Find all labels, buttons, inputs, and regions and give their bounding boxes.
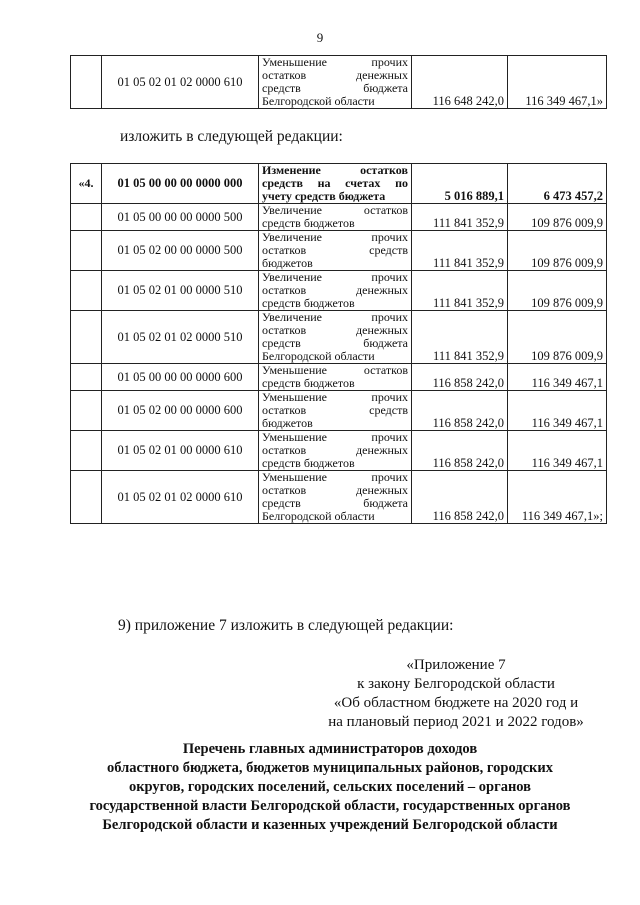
- value-2021: 116 349 467,1: [508, 431, 607, 471]
- description-line: остатков средств: [262, 243, 408, 257]
- heading-line: государственной власти Белгородской области, государственных органов: [89, 798, 571, 814]
- table-row: [71, 364, 607, 391]
- description-line: остатков средств: [262, 403, 408, 417]
- row-description: [259, 56, 412, 109]
- appendix-line: к закону Белгородской области: [357, 676, 555, 692]
- description-line: Белгородской области: [262, 509, 375, 523]
- description-line: средств на счетах по: [262, 176, 408, 190]
- budget-code: 01 05 02 01 00 0000 610: [102, 431, 259, 471]
- value-2020: 5 016 889,1: [412, 164, 508, 204]
- value-2021: 116 349 467,1»;: [508, 471, 607, 524]
- row-description: [259, 231, 412, 271]
- description-line: Увеличение остатков: [262, 203, 408, 217]
- table-row: [71, 391, 607, 431]
- value-2021: 6 473 457,2: [508, 164, 607, 204]
- value-2020: 116 858 242,0: [412, 364, 508, 391]
- row-number: [71, 431, 102, 471]
- appendix-line: «Приложение 7: [406, 657, 506, 673]
- description-line: бюджетов: [262, 416, 313, 430]
- description-line: Белгородской области: [262, 349, 375, 363]
- value-2020: 111 841 352,9: [412, 311, 508, 364]
- description-line: средств бюджетов: [262, 456, 355, 470]
- row-number: [71, 471, 102, 524]
- table-row: [71, 271, 607, 311]
- row-description: [259, 431, 412, 471]
- budget-code: 01 05 02 01 02 0000 610: [102, 56, 259, 109]
- value-2021: 116 349 467,1»: [508, 56, 607, 109]
- table-top: [70, 55, 607, 109]
- heading-line: Белгородской области и казенных учреждений Белгородской области: [102, 817, 558, 833]
- intro-text: изложить в следующей редакции:: [120, 128, 343, 145]
- row-number: [71, 204, 102, 231]
- row-number: [71, 311, 102, 364]
- row-number: «4.: [71, 164, 102, 204]
- value-2021: 109 876 009,9: [508, 231, 607, 271]
- item-9-text: 9) приложение 7 изложить в следующей редакции:: [118, 617, 454, 634]
- description-line: Белгородской области: [262, 94, 375, 108]
- value-2020: 116 858 242,0: [412, 471, 508, 524]
- description-line: Уменьшение прочих: [262, 470, 408, 484]
- description-line: остатков денежных: [262, 483, 408, 497]
- appendix-reference: [322, 656, 590, 732]
- description-line: средств бюджетов: [262, 376, 355, 390]
- description-line: остатков денежных: [262, 68, 408, 82]
- description-line: Изменение остатков: [262, 163, 408, 177]
- table-row: [71, 204, 607, 231]
- description-line: Уменьшение остатков: [262, 363, 408, 377]
- table-row: [71, 231, 607, 271]
- description-line: Уменьшение прочих: [262, 390, 408, 404]
- description-line: средств бюджетов: [262, 296, 355, 310]
- description-line: бюджетов: [262, 256, 313, 270]
- row-description: [259, 391, 412, 431]
- row-number: [71, 391, 102, 431]
- table-row: [71, 431, 607, 471]
- row-number: [71, 364, 102, 391]
- description-line: Увеличение прочих: [262, 310, 408, 324]
- page-number: 9: [316, 30, 324, 45]
- description-line: средств бюджета: [262, 336, 408, 350]
- row-number: [71, 56, 102, 109]
- description-line: средств бюджетов: [262, 216, 355, 230]
- description-line: средств бюджета: [262, 496, 408, 510]
- table-row: [71, 164, 607, 204]
- budget-code: 01 05 00 00 00 0000 600: [102, 364, 259, 391]
- heading-line: областного бюджета, бюджетов муниципальных районов, городских: [106, 760, 554, 776]
- row-number: [71, 231, 102, 271]
- table-row: [71, 56, 607, 109]
- description-line: средств бюджета: [262, 81, 408, 95]
- description-line: остатков денежных: [262, 443, 408, 457]
- appendix-line: на плановый период 2021 и 2022 годов»: [328, 714, 584, 730]
- row-number: [71, 271, 102, 311]
- budget-code: 01 05 02 01 02 0000 510: [102, 311, 259, 364]
- document-heading: [60, 740, 600, 835]
- budget-code: 01 05 02 00 00 0000 600: [102, 391, 259, 431]
- row-description: [259, 471, 412, 524]
- value-2021: 109 876 009,9: [508, 271, 607, 311]
- table-row: [71, 471, 607, 524]
- budget-code: 01 05 02 01 02 0000 610: [102, 471, 259, 524]
- value-2021: 109 876 009,9: [508, 311, 607, 364]
- value-2021: 109 876 009,9: [508, 204, 607, 231]
- value-2020: 111 841 352,9: [412, 204, 508, 231]
- description-line: Уменьшение прочих: [262, 55, 408, 69]
- table-row: [71, 311, 607, 364]
- table-main: [70, 163, 607, 524]
- budget-code: 01 05 02 01 00 0000 510: [102, 271, 259, 311]
- row-description: [259, 364, 412, 391]
- description-line: Уменьшение прочих: [262, 430, 408, 444]
- row-description: [259, 271, 412, 311]
- budget-code: 01 05 00 00 00 0000 500: [102, 204, 259, 231]
- value-2020: 111 841 352,9: [412, 231, 508, 271]
- row-description: [259, 204, 412, 231]
- value-2020: 116 858 242,0: [412, 391, 508, 431]
- description-line: учету средств бюджета: [262, 189, 386, 203]
- value-2021: 116 349 467,1: [508, 364, 607, 391]
- row-description: [259, 164, 412, 204]
- budget-code: 01 05 00 00 00 0000 000: [102, 164, 259, 204]
- heading-line: округов, городских поселений, сельских поселений – органов: [128, 779, 532, 795]
- description-line: остатков денежных: [262, 323, 408, 337]
- description-line: остатков денежных: [262, 283, 408, 297]
- budget-code: 01 05 02 00 00 0000 500: [102, 231, 259, 271]
- value-2021: 116 349 467,1: [508, 391, 607, 431]
- value-2020: 116 858 242,0: [412, 431, 508, 471]
- appendix-line: «Об областном бюджете на 2020 год и: [333, 695, 579, 711]
- row-description: [259, 311, 412, 364]
- value-2020: 116 648 242,0: [412, 56, 508, 109]
- description-line: Увеличение прочих: [262, 270, 408, 284]
- value-2020: 111 841 352,9: [412, 271, 508, 311]
- description-line: Увеличение прочих: [262, 230, 408, 244]
- heading-line: Перечень главных администраторов доходов: [182, 741, 478, 757]
